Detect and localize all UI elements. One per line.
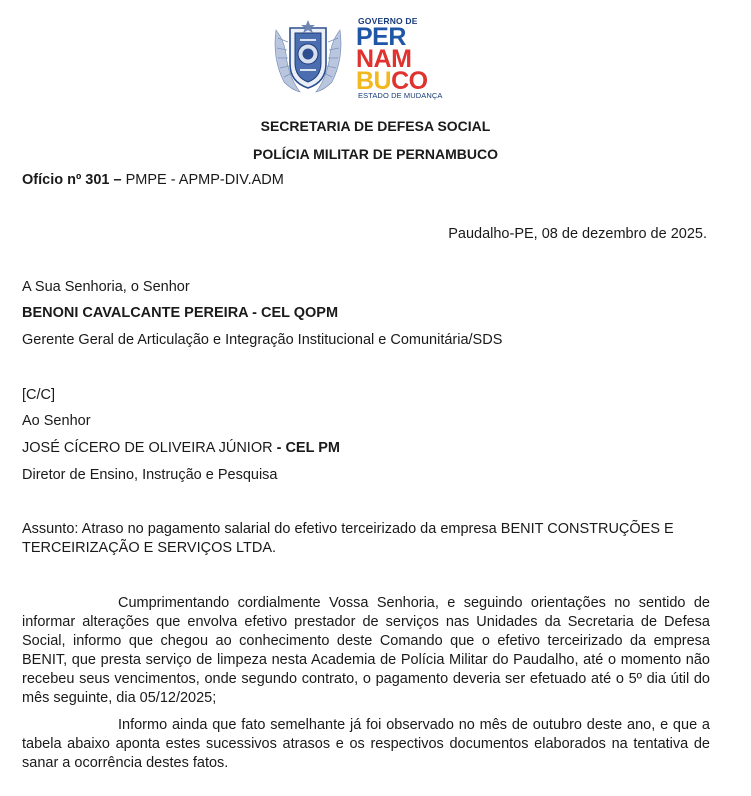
state-coat-of-arms-icon	[270, 20, 346, 94]
org-title-1: SECRETARIA DE DEFESA SOCIAL	[260, 118, 491, 134]
logo-line-3-text-a: BU	[356, 67, 392, 95]
logo-top-text: GOVERNO DE	[358, 16, 418, 26]
logo-line-3	[356, 67, 428, 95]
cc-greeting: Ao Senhor	[22, 413, 91, 429]
oficio-line	[22, 172, 284, 188]
cc-label: [C/C]	[22, 387, 56, 403]
logo-line-2-text: NAM	[356, 45, 412, 73]
addressee-role: Gerente Geral de Articulação e Integração Institucional e Comunitária/SDS	[22, 332, 503, 348]
cc-role: Diretor de Ensino, Instrução e Pesquisa	[22, 467, 278, 483]
addressee-greeting: A Sua Senhoria, o Senhor	[22, 279, 190, 295]
cc-rank: - CEL PM	[272, 440, 340, 456]
logo-line-1-text: PER	[356, 23, 406, 51]
addressee-name: BENONI CAVALCANTE PEREIRA - CEL QOPM	[22, 305, 339, 321]
body-paragraph-2: Informo ainda que fato semelhante já foi observado no mês de outubro deste ano, e que a tabela abaixo aponta estes sucessivos atrasos e os respectivos documentos elaborados na tentativa de sanar a ocorrência destes fatos.	[22, 717, 710, 771]
header-logo-area	[270, 14, 460, 100]
document-date: Paudalho-PE, 08 de dezembro de 2025.	[448, 226, 707, 242]
cc-recipient	[22, 440, 340, 456]
logo-tagline: ESTADO DE MUDANÇA	[358, 91, 443, 100]
body-paragraph-1: Cumprimentando cordialmente Vossa Senhoria, e seguindo orientações no sentido de informar alterações que envolva efetivo prestador de serviços nas Unidades da Secretaria de Defesa Social, informo que chegou ao conhecimento deste Comando que o efetivo terceirizado da empresa BENIT, que presta serviço de limpeza nesta Academia de Polícia Militar do Paudalho, até o momento não recebeu seus vencimentos, onde segundo contrato, o pagamento deveria ser efetuado até o 5º dia útil do mês seguinte, dia 05/12/2025;	[22, 595, 710, 706]
oficio-code: PMPE - APMP-DIV.ADM	[121, 172, 284, 188]
cc-name: JOSÉ CÍCERO DE OLIVEIRA JÚNIOR	[22, 440, 273, 456]
governo-pernambuco-logo	[354, 14, 464, 100]
logo-line-3-text-b: CO	[391, 67, 428, 95]
subject-line: Assunto: Atraso no pagamento salarial do efetivo terceirizado da empresa BENIT CONSTRUÇÕES E TERCEIRIZAÇÃO E SERVIÇOS LTDA.	[22, 521, 674, 556]
oficio-label: Ofício nº 301 –	[22, 172, 122, 188]
org-title-2: POLÍCIA MILITAR DE PERNAMBUCO	[253, 146, 498, 162]
